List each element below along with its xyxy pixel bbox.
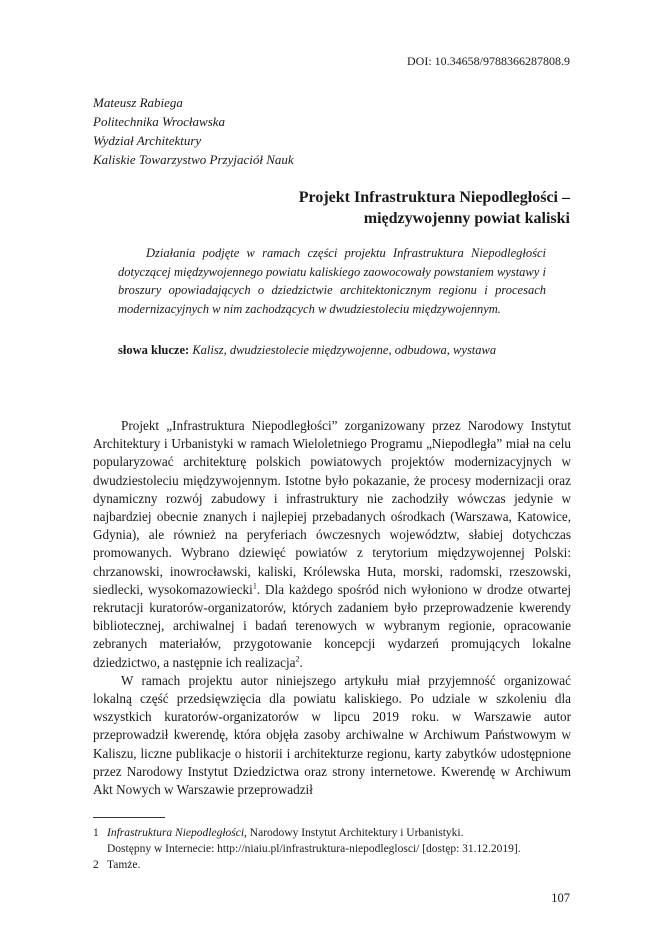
title-line-1: Projekt Infrastruktura Niepodległości – [298,189,570,206]
footnote-ref-1[interactable]: 1 [252,581,257,591]
article-title [150,187,570,229]
body-paragraph-2: W ramach projektu autor niniejszego artykułu miał przyjemność organizować lokalną część przedsięwzięcia dla powiatu kaliskiego. Po udziale w szkoleniu dla wszystkich kuratorów-organizatorów w lipcu 2019 roku. w Warszawie autor przeprowadził kwerendę, która objęła zasoby archiwalne w Archiwum Państwowym w Kaliszu, liczne publikacje o historii i architekturze regionu, karty zabytków udostępnione przez Narodowy Instytut Dziedzictwa oraz strony internetowe. Kwerendę w Archiwum Akt Nowych w Warszawie przeprowadził [93,672,571,798]
footnote-source: Infrastruktura Niepodległości [107,827,245,839]
body-text: Projekt „Infrastruktura Niepodległości” zorganizowany przez Narodowy Instytut Architektury i Urbanistyki w ramach Wieloletniego Programu „Niepodległa” miał na celu popularyzować architekturę polskich powiatowych projektów modernizacyjnych w dwudziestoleciu międzywojennym. Istotne było pokazanie, że procesy modernizacji oraz dynamiczny rozwój zabudowy i infrastruktury nie zachodziły wówczas jedynie w najbardziej obecnie znanych i najlepiej przebadanych ośrodkach (Warszawa, Katowice, Gdynia), ale również na peryferiach ówczesnych województw, słabiej dotychczas promowanych. Wybrano dziewięć powiatów z terytorium międzywojennej Polski: chrzanowski, inowrocławski, kaliski, Królewska Huta, morski, radomski, rzeszowski, siedlecki, wysokomazowiecki [93,418,571,597]
footnotes [93,825,571,873]
footnote-separator [93,817,165,818]
author-affiliation-society: Kaliskie Towarzystwo Przyjaciół Nauk [93,152,294,167]
body-paragraph-1 [93,417,571,672]
footnote-2 [93,857,571,873]
abstract: Działania podjęte w ramach części projektu Infrastruktura Niepodległości dotyczącej międzywojennego powiatu kaliskiego zaowocowały powstaniem wystawy i broszury opowiadających o dziedzictwie architektonicznym regionu i procesach modernizacyjnych w nim zachodzących w dwudziestoleciu międzywojennym. [118,246,546,316]
footnote-text: , Narodowy Instytut Architektury i Urbanistyki. [244,827,464,839]
doi: DOI: 10.34658/9788366287808.9 [407,54,570,68]
footnote-ref-2[interactable]: 2 [295,654,300,664]
keywords-label: słowa klucze: [118,343,190,357]
page-number: 107 [551,891,570,905]
footnote-1 [93,825,571,857]
author-name: Mateusz Rabiega [93,95,183,110]
body-text: . Dla każdego spośród nich wyłoniono w drodze otwartej rekrutacji kuratorów-organizatorów, których zadaniem było przeprowadzenie kwerendy bibliotecznej, archiwalnej i badań terenowych w wybranym regionie, opracowanie zebranych materiałów, przygotowanie koncepcji wydarzeń promujących lokalne dziedzictwo, a następnie ich realizacja [93,581,571,670]
footnote-url-line[interactable]: Dostępny w Internecie: http://niaiu.pl/infrastruktura-niepodleglosci/ [dostęp: 31.12.2019]. [107,843,521,855]
keywords-value: Kalisz, dwudziestolecie międzywojenne, odbudowa, wystawa [192,343,497,357]
footnote-text: Tamże. [107,859,141,871]
author-block [93,93,294,169]
article-body [93,417,571,799]
author-affiliation-faculty: Wydział Architektury [93,133,202,148]
body-text: . [299,654,303,670]
keywords [118,341,558,359]
footnote-number: 2 [93,859,99,871]
author-affiliation-university: Politechnika Wrocławska [93,114,226,129]
title-line-2: międzywojenny powiat kaliski [363,210,570,227]
footnote-number: 1 [93,827,99,839]
